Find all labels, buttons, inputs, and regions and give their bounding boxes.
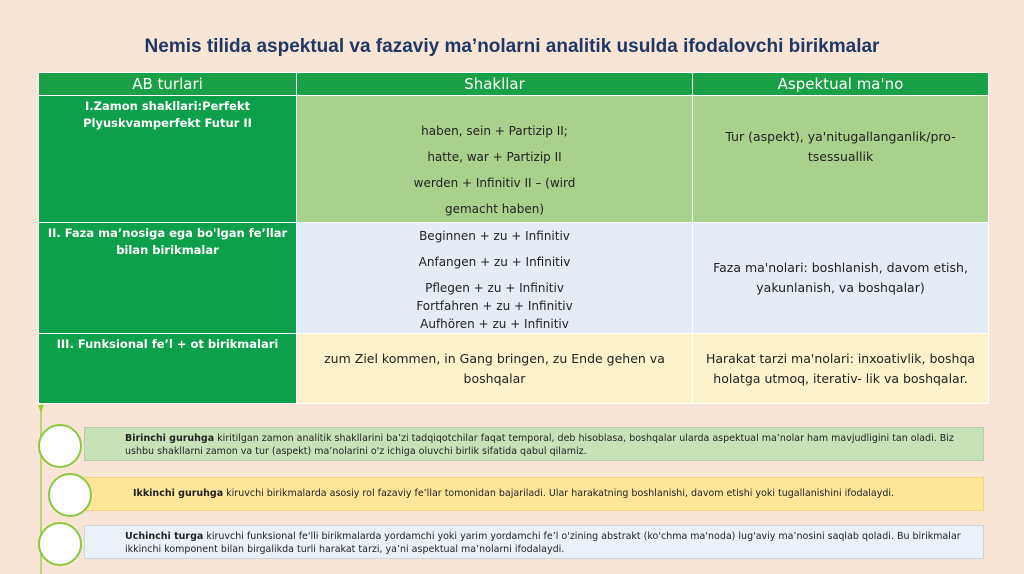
forms-cell xyxy=(297,96,693,223)
note-bold-lead: Ikkinchi guruhga xyxy=(133,488,224,499)
type-cell xyxy=(39,96,297,223)
bullet-circle-icon xyxy=(38,424,82,468)
column-header-meaning: Aspektual ma'no xyxy=(693,73,989,96)
forms-cell xyxy=(297,334,693,404)
meaning-cell xyxy=(693,223,989,334)
meaning-line: holatga utmoq, iterativ- lik va boshqalar. xyxy=(713,370,968,386)
type-line: III. Funksional fe’l + ot birikmalari xyxy=(56,337,279,351)
form-line: Aufhören + zu + Infinitiv xyxy=(420,317,569,331)
form-line: Beginnen + zu + Infinitiv xyxy=(419,229,570,243)
form-line: werden + Infinitiv II – (wird xyxy=(413,176,576,190)
column-header-types: AB turlari xyxy=(39,73,297,96)
table-header-row xyxy=(39,73,989,96)
type-line: II. Faza ma’nosiga ega bo'lgan fe’llar xyxy=(47,226,288,240)
meaning-line: yakunlanish, va boshqalar) xyxy=(756,280,925,295)
meaning-cell xyxy=(693,96,989,223)
type-line: I.Zamon shakllari:Perfekt xyxy=(85,99,250,113)
form-line: gemacht haben) xyxy=(444,202,544,216)
table-row xyxy=(39,96,989,223)
page-title: Nemis tilida aspektual va fazaviy ma’nolarni analitik usulda ifodalovchi birikmalar xyxy=(144,36,880,57)
type-cell xyxy=(39,334,297,404)
meaning-cell xyxy=(693,334,989,404)
bullet-circle-icon xyxy=(38,522,82,566)
form-line: boshqalar xyxy=(463,370,526,386)
note-text: kiruvchi funksional fe'lli birikmalarda yordamchi yoki yarim yordamchi fe’l o'zining abstrakt (ko'chma ma'noda) lug'aviy ma’nosini saqlab qoladi. Bu birikmalar ikkinchi komponent bilan birgalikda turli harakat tarzi, ya’ni aspektual ma’nolarni ifodalaydi. xyxy=(125,531,961,555)
form-line: haben, sein + Partizip II; xyxy=(421,124,568,138)
column-header-forms: Shakllar xyxy=(297,73,693,96)
form-line: Anfangen + zu + Infinitiv xyxy=(418,255,571,269)
type-line: Plyuskvamperfekt Futur II xyxy=(83,116,252,130)
note-bold-lead: Birinchi guruhga xyxy=(125,433,215,444)
note-bold-lead: Uchinchi turga xyxy=(125,531,204,542)
form-line: hatte, war + Partizip II xyxy=(427,150,562,164)
notes-section xyxy=(38,405,988,574)
aspect-table xyxy=(38,72,989,404)
note-first-group xyxy=(84,427,984,461)
meaning-line: Harakat tarzi ma'nolari: inxoativlik, boshqa xyxy=(705,350,976,366)
form-line: zum Ziel kommen, in Gang bringen, zu Ende gehen va xyxy=(324,350,665,366)
type-line: bilan birikmalar xyxy=(116,243,219,257)
note-second-group xyxy=(84,477,984,511)
form-line: Pflegen + zu + Infinitiv xyxy=(425,281,564,295)
type-cell xyxy=(39,223,297,334)
note-text: kiruvchi birikmalarda asosiy rol fazaviy fe’llar tomonidan bajariladi. Ular harakatning boshlanishi, davom etishi yoki tugallanishini ifodalaydi. xyxy=(223,488,895,499)
forms-cell xyxy=(297,223,693,334)
bullet-circle-icon xyxy=(48,473,92,517)
form-line: Fortfahren + zu + Infinitiv xyxy=(416,299,573,313)
meaning-line: tsessuallik xyxy=(807,149,874,164)
meaning-line: Tur (aspekt), ya'nitugallanganlik/pro- xyxy=(725,129,956,144)
table-row xyxy=(39,334,989,404)
note-third-group xyxy=(84,525,984,559)
note-text: kiritilgan zamon analitik shakllarini ba’zi tadqiqotchilar faqat temporal, deb hisoblasa, boshqalar ularda aspektual ma’nolar ham mavjudligini tan oladi. Biz ushbu shakllarni zamon va tur (aspekt) ma’nolarini o'z ichiga oluvchi birlik sifatida qabul qilamiz. xyxy=(125,433,954,457)
connector-arrow-icon xyxy=(38,405,44,413)
table-row xyxy=(39,223,989,334)
meaning-line: Faza ma'nolari: boshlanish, davom etish, xyxy=(713,260,968,275)
